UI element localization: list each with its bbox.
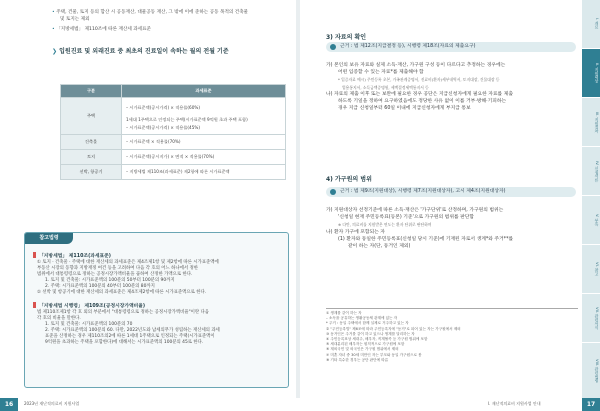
bullet-text: 「지방세법」 제110조에 따른 재산세 과세표준: [56, 27, 151, 32]
para-line: 나) 환자 가구에 포함되는 자: [326, 229, 385, 235]
footnote-line: ② "주민등록법" 제6조에 따라 주민등록지에 "동거"로 되어 있는 자는 가구원에서 제외: [326, 326, 461, 331]
table-header: 과세표준: [122, 85, 286, 98]
cell-line: 1세대 1주택으로 인정되는 주택(시가표준액 9억원 초과 주택 포함): [126, 116, 248, 122]
bullet-1: [52, 10, 248, 16]
chapter-tabs: [582, 0, 600, 398]
right-page: [300, 0, 582, 398]
basis-pill-1: [326, 42, 576, 52]
chapter-tab[interactable]: V. 부록: [582, 196, 600, 245]
para-line: 하도록 기일을 정하여 요구하였음에도 정당한 사유 없이 이를 거부·방해·기피하는: [338, 99, 507, 105]
law-line: ① 토지 · 건축물 · 주택에 대한 재산세의 과세표준은 제4조제1항 및 제2항에 따른 시가표준액에: [37, 260, 219, 265]
law2-title: [33, 301, 145, 309]
pill-text: 근거 : 법 제12조(지급결정 등), 시행령 제18조(자료의 제출요구): [340, 44, 476, 49]
footnote-line: ⑧ 기타 특수한 경우는 공단 판단에 따름: [326, 357, 389, 362]
chapter-tab-active[interactable]: II. 지원대상: [582, 49, 600, 98]
law-line: 2. 주택: 시가표준액의 100분의 60. 다만, 2022년도와 납세의무가 성립하는 재산세의 과세: [45, 328, 220, 333]
table-cell-value: [122, 98, 286, 135]
law1-body: [37, 260, 282, 296]
chapter-tab[interactable]: I. 개요: [582, 0, 600, 49]
heading-3: 3) 자료의 확인: [326, 34, 367, 41]
table-cell-value: – 지방세법 제110조(과세표준) 제2항에 따른 시가표준액: [122, 165, 286, 180]
footnote-line: ⑥ 재외국민 및 외국인은 가구원 범위에서 제외: [326, 347, 399, 352]
law-marker: [33, 252, 36, 258]
law-line: 1. 토지 및 건축물: 시가표준액의 100분의 50부터 100분의 90까지: [45, 278, 175, 283]
chapter-tab[interactable]: VI. 참고: [582, 245, 600, 294]
table-row: [61, 150, 286, 165]
law1-title: [33, 251, 111, 259]
law-line: 부동산 시장의 동향과 지방재정 여건 등을 고려하여 다음 각 호의 어느 하나에서 정한: [37, 266, 198, 271]
footer-left-text: 2023년 재난적의료비 지원사업: [24, 401, 80, 406]
footnote-line: ① 생계를 같이 하는 자: [326, 311, 362, 315]
section-marker: ❯: [52, 48, 58, 55]
law2-title-text: 「지방세법 시행령」 제109조(공정시장가액비율): [39, 304, 146, 309]
footnotes: [326, 311, 578, 363]
page-number-left: 16: [0, 398, 18, 411]
reference-law-box: [24, 232, 289, 388]
bullet-marker: •: [52, 10, 55, 15]
para-line: * 입증자료 예시) 주민등록 초본, 가족관계증명서, 진료비(환자)세부내역서, 토지대장, 건물대장 등: [338, 77, 500, 83]
law2-body: [37, 310, 282, 346]
law-line: 표준을 산정하는 경우 제110조의2에 따른 1세대 1주택으로 인정되는 주택(시가표준액이: [45, 334, 215, 339]
paragraph-1: [326, 62, 581, 112]
table-header-row: [61, 85, 286, 98]
table-cell-kind: 선박, 항공기: [61, 165, 122, 180]
left-page: [0, 0, 296, 398]
heading-4: 4) 가구원의 범위: [326, 176, 372, 183]
cell-line: – 시가표준액(공시가격) × 적용률(45%): [126, 124, 200, 130]
table-row: [61, 165, 286, 180]
law1-title-text: 「지방세법」 제110조(과세표준): [39, 254, 112, 259]
tax-table: [60, 84, 286, 180]
table-cell-value: – 시가표준액(공시지가) × 면적 × 적용률(70%): [122, 150, 286, 165]
para-line: 가) 본인의 보유 자료와 실제 소득·재산, 가구원 구성 등이 다르다고 추정하는 경우에는: [326, 63, 506, 68]
law-line: 법 제110조제1항 각 호 외의 부분에서 "대통령령으로 정하는 공정시장가액비율"이란 다음: [37, 310, 209, 315]
para-line: ※ 다만, 의료비를 지원받은 연도는 환자 단위로 판단하며: [338, 222, 432, 228]
pill-dot-icon: [330, 189, 336, 195]
footnote-line: ⑤ 세대분리된 배우자는 원칙적으로 가구원에 포함: [326, 342, 405, 347]
para-line: 가) 지원대상자 선정기준에 따른 소득·재산은 '가구단위'로 산정하며, 가구원의 범위는: [326, 208, 504, 213]
law-marker: [33, 302, 36, 308]
chapter-tab[interactable]: III. 지원절차: [582, 98, 600, 147]
bullet-1-cont: 및 토지는 제외: [60, 17, 90, 22]
cell-line: – 시가표준액(공시가격) × 적용률(60%): [126, 104, 200, 110]
law-line: 9억원을 초과하는 주택을 포함한다)에 대해서는 시가표준액의 100분의 45로 한다.: [45, 340, 204, 345]
section-title-text: 입원진료 및 외래진료 중 최초의 진료일이 속하는 월의 전월 기준: [59, 48, 229, 55]
law-line: 1. 토지 및 건축물: 시가표준액의 100분의 70: [45, 322, 133, 327]
page-number-right: 17: [582, 398, 600, 411]
para-line: 같이 하는 자(단, 동거인 제외): [348, 244, 411, 250]
para-line: '신청일 현재 주민등록표(등본) 기준'으로 가구원의 범위를 판단함: [338, 215, 475, 221]
footnote-line: ③ 동거인은 주거를 같이 하고 있으나 생계를 달리하는 자: [326, 331, 415, 336]
footnote-divider: [326, 308, 578, 309]
chapter-tab[interactable]: IV. 신청서류: [582, 147, 600, 196]
paragraph-2: [326, 207, 581, 250]
table-header: 구분: [61, 85, 122, 98]
law-line: ② 선박 및 항공기에 대한 재산세의 과세표준은 제4조제2항에 따른 시가표준액으로 한다.: [37, 290, 207, 295]
footnote-line: * 주거 : 동일 주택에서 함께 실제로 거주하고 있는 자: [326, 321, 409, 326]
reference-header: 참고법령: [25, 233, 73, 244]
para-line: 나) 자료의 제출 이후 또는 보완에 필요한 경우 공단은 지급신청자에게 필요한 자료를 제출: [326, 91, 513, 97]
pill-dot-icon: [330, 44, 336, 50]
bullet-marker: •: [52, 27, 55, 32]
table-cell-kind: 주택: [61, 98, 122, 135]
section-title: [52, 46, 229, 55]
para-line: 경우 지급 신청일부터 60일 이내에 지급신청자에게 부지급 통보: [338, 106, 471, 112]
chapter-tab[interactable]: VII. 관련서식: [582, 294, 600, 343]
chapter-tab[interactable]: VIII. 관련법령: [582, 343, 600, 399]
bullet-2: [52, 27, 151, 33]
para-line: (1) 환자와 동일한 주민등록표(신청일 당시 기준)에 기재된 자로서 생계*와 주거**를: [338, 236, 514, 242]
para-line: 업용통지서, 소득금액증명원, 세액결정세액통지서 등: [342, 84, 429, 90]
table-cell-kind: 건축물: [61, 135, 122, 150]
footnote-line: ④ 주민등록표상 세대주, 배우자, 직계혈족 등 가구원 범위에 포함: [326, 337, 428, 342]
law-line: 2. 주택: 시가표준액의 100분의 40부터 100분의 80까지: [45, 284, 155, 289]
footnote-line: ⑦ 미혼 자녀 중 30세 미만인 자는 부모와 동일 가구원으로 봄: [326, 352, 422, 357]
para-line: 어떤 입증할 수 있는 자료*를 제출해야 함: [338, 70, 424, 76]
bullet-text: 주택, 건물, 토지 등의 합산 시 공동재산, 대물공동 재산, 그 밖에 이에 준하는 공동 목적의 건축물: [56, 10, 249, 15]
law-line: 각 호의 비율을 말한다.: [37, 316, 81, 321]
footnote-line: – 소득을 공유하는 생활공동체 관계에 있는 자: [326, 316, 398, 321]
table-row: [61, 135, 286, 150]
pill-text: 근거 : 법 제9조(지원대상), 시행령 제7조(지원대상자), 고시 제4조(지원대상자): [340, 189, 506, 194]
footer-right-text: I. 재난적의료비 지원사업 안내: [488, 401, 541, 406]
table-cell-value: – 시가표준액 × 적용률(70%): [122, 135, 286, 150]
basis-pill-2: [326, 187, 576, 197]
law-line: 범위에서 대통령령으로 정하는 공정시장가액비율을 곱하여 산정한 가액으로 한다.: [37, 272, 193, 277]
table-cell-kind: 토지: [61, 150, 122, 165]
table-row: [61, 98, 286, 135]
